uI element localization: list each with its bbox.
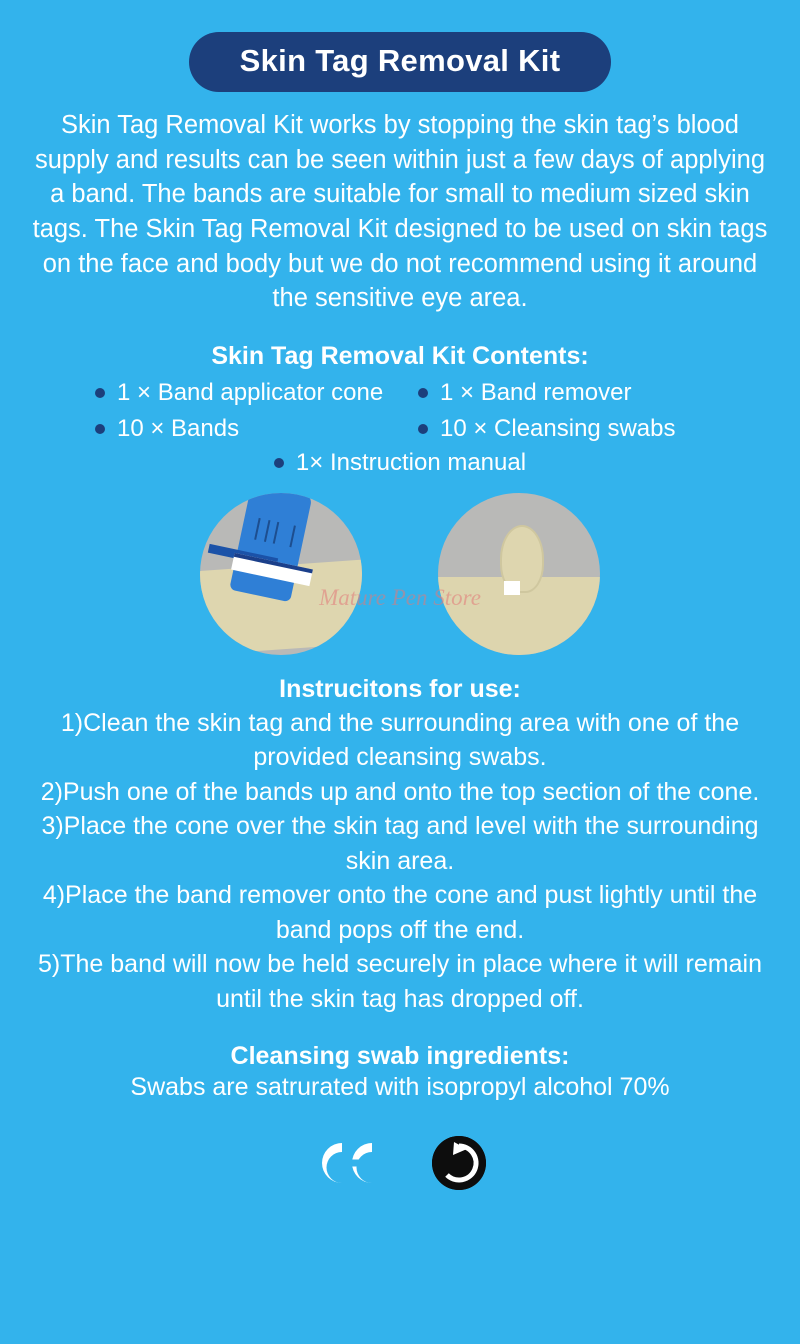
recycle-icon xyxy=(432,1136,486,1190)
list-item-label: 1 × Band applicator cone xyxy=(117,378,384,406)
bullet-icon xyxy=(418,388,428,398)
ingredients-heading: Cleansing swab ingredients: xyxy=(230,1042,570,1071)
bullet-icon xyxy=(418,424,428,434)
ce-mark-icon xyxy=(314,1138,376,1188)
list-item xyxy=(43,377,400,409)
page-title: Skin Tag Removal Kit xyxy=(239,43,561,78)
bullet-icon xyxy=(95,388,105,398)
instruction-step: 1)Clean the skin tag and the surrounding area with one of the provided cleansing swabs. xyxy=(60,708,740,772)
list-item-label: 10 × Bands xyxy=(117,414,240,442)
list-item xyxy=(14,449,786,477)
illustration-row xyxy=(14,493,786,655)
contents-list xyxy=(43,377,757,445)
list-item-label: 10 × Cleansing swabs xyxy=(440,414,676,442)
instructions-section xyxy=(14,675,786,1017)
contents-heading: Skin Tag Removal Kit Contents: xyxy=(211,341,589,370)
intro-paragraph: Skin Tag Removal Kit works by stopping the skin tag’s blood supply and results can be seen within just a few days of applying a band. The bands are suitable for small to medium sized skin tags. The Skin Tag Removal Kit designed to be used on skin tags on the face and body but we do not recommend using it around the sensitive eye area. xyxy=(32,111,768,313)
cone-illustration xyxy=(200,493,362,655)
ingredients-text: Swabs are satrurated with isopropyl alcohol 70% xyxy=(130,1073,670,1102)
footer-icons xyxy=(14,1136,786,1190)
skin-tag-illustration xyxy=(438,493,600,655)
band-on-tag xyxy=(504,581,520,595)
instructions-steps xyxy=(14,706,786,1017)
title-container xyxy=(14,0,786,92)
list-item xyxy=(400,377,757,409)
bullet-icon xyxy=(95,424,105,434)
title-pill xyxy=(189,32,611,92)
list-item-label: 1 × Band remover xyxy=(440,378,632,406)
list-item-label: 1× Instruction manual xyxy=(295,448,527,476)
instruction-step: 5)The band will now be held securely in place where it will remain until the skin tag has dropped off. xyxy=(38,950,762,1013)
instruction-step: 2)Push one of the bands up and onto the top section of the cone. xyxy=(40,777,760,806)
list-item xyxy=(43,413,400,445)
bullet-icon xyxy=(274,458,284,468)
instruction-step: 3)Place the cone over the skin tag and level with the surrounding skin area. xyxy=(41,812,759,875)
list-item xyxy=(400,413,757,445)
instruction-step: 4)Place the band remover onto the cone and pust lightly until the band pops off the end. xyxy=(42,881,758,944)
watermark-text: Mature Pen Store xyxy=(319,584,481,610)
instructions-heading: Instrucitons for use: xyxy=(279,674,521,703)
